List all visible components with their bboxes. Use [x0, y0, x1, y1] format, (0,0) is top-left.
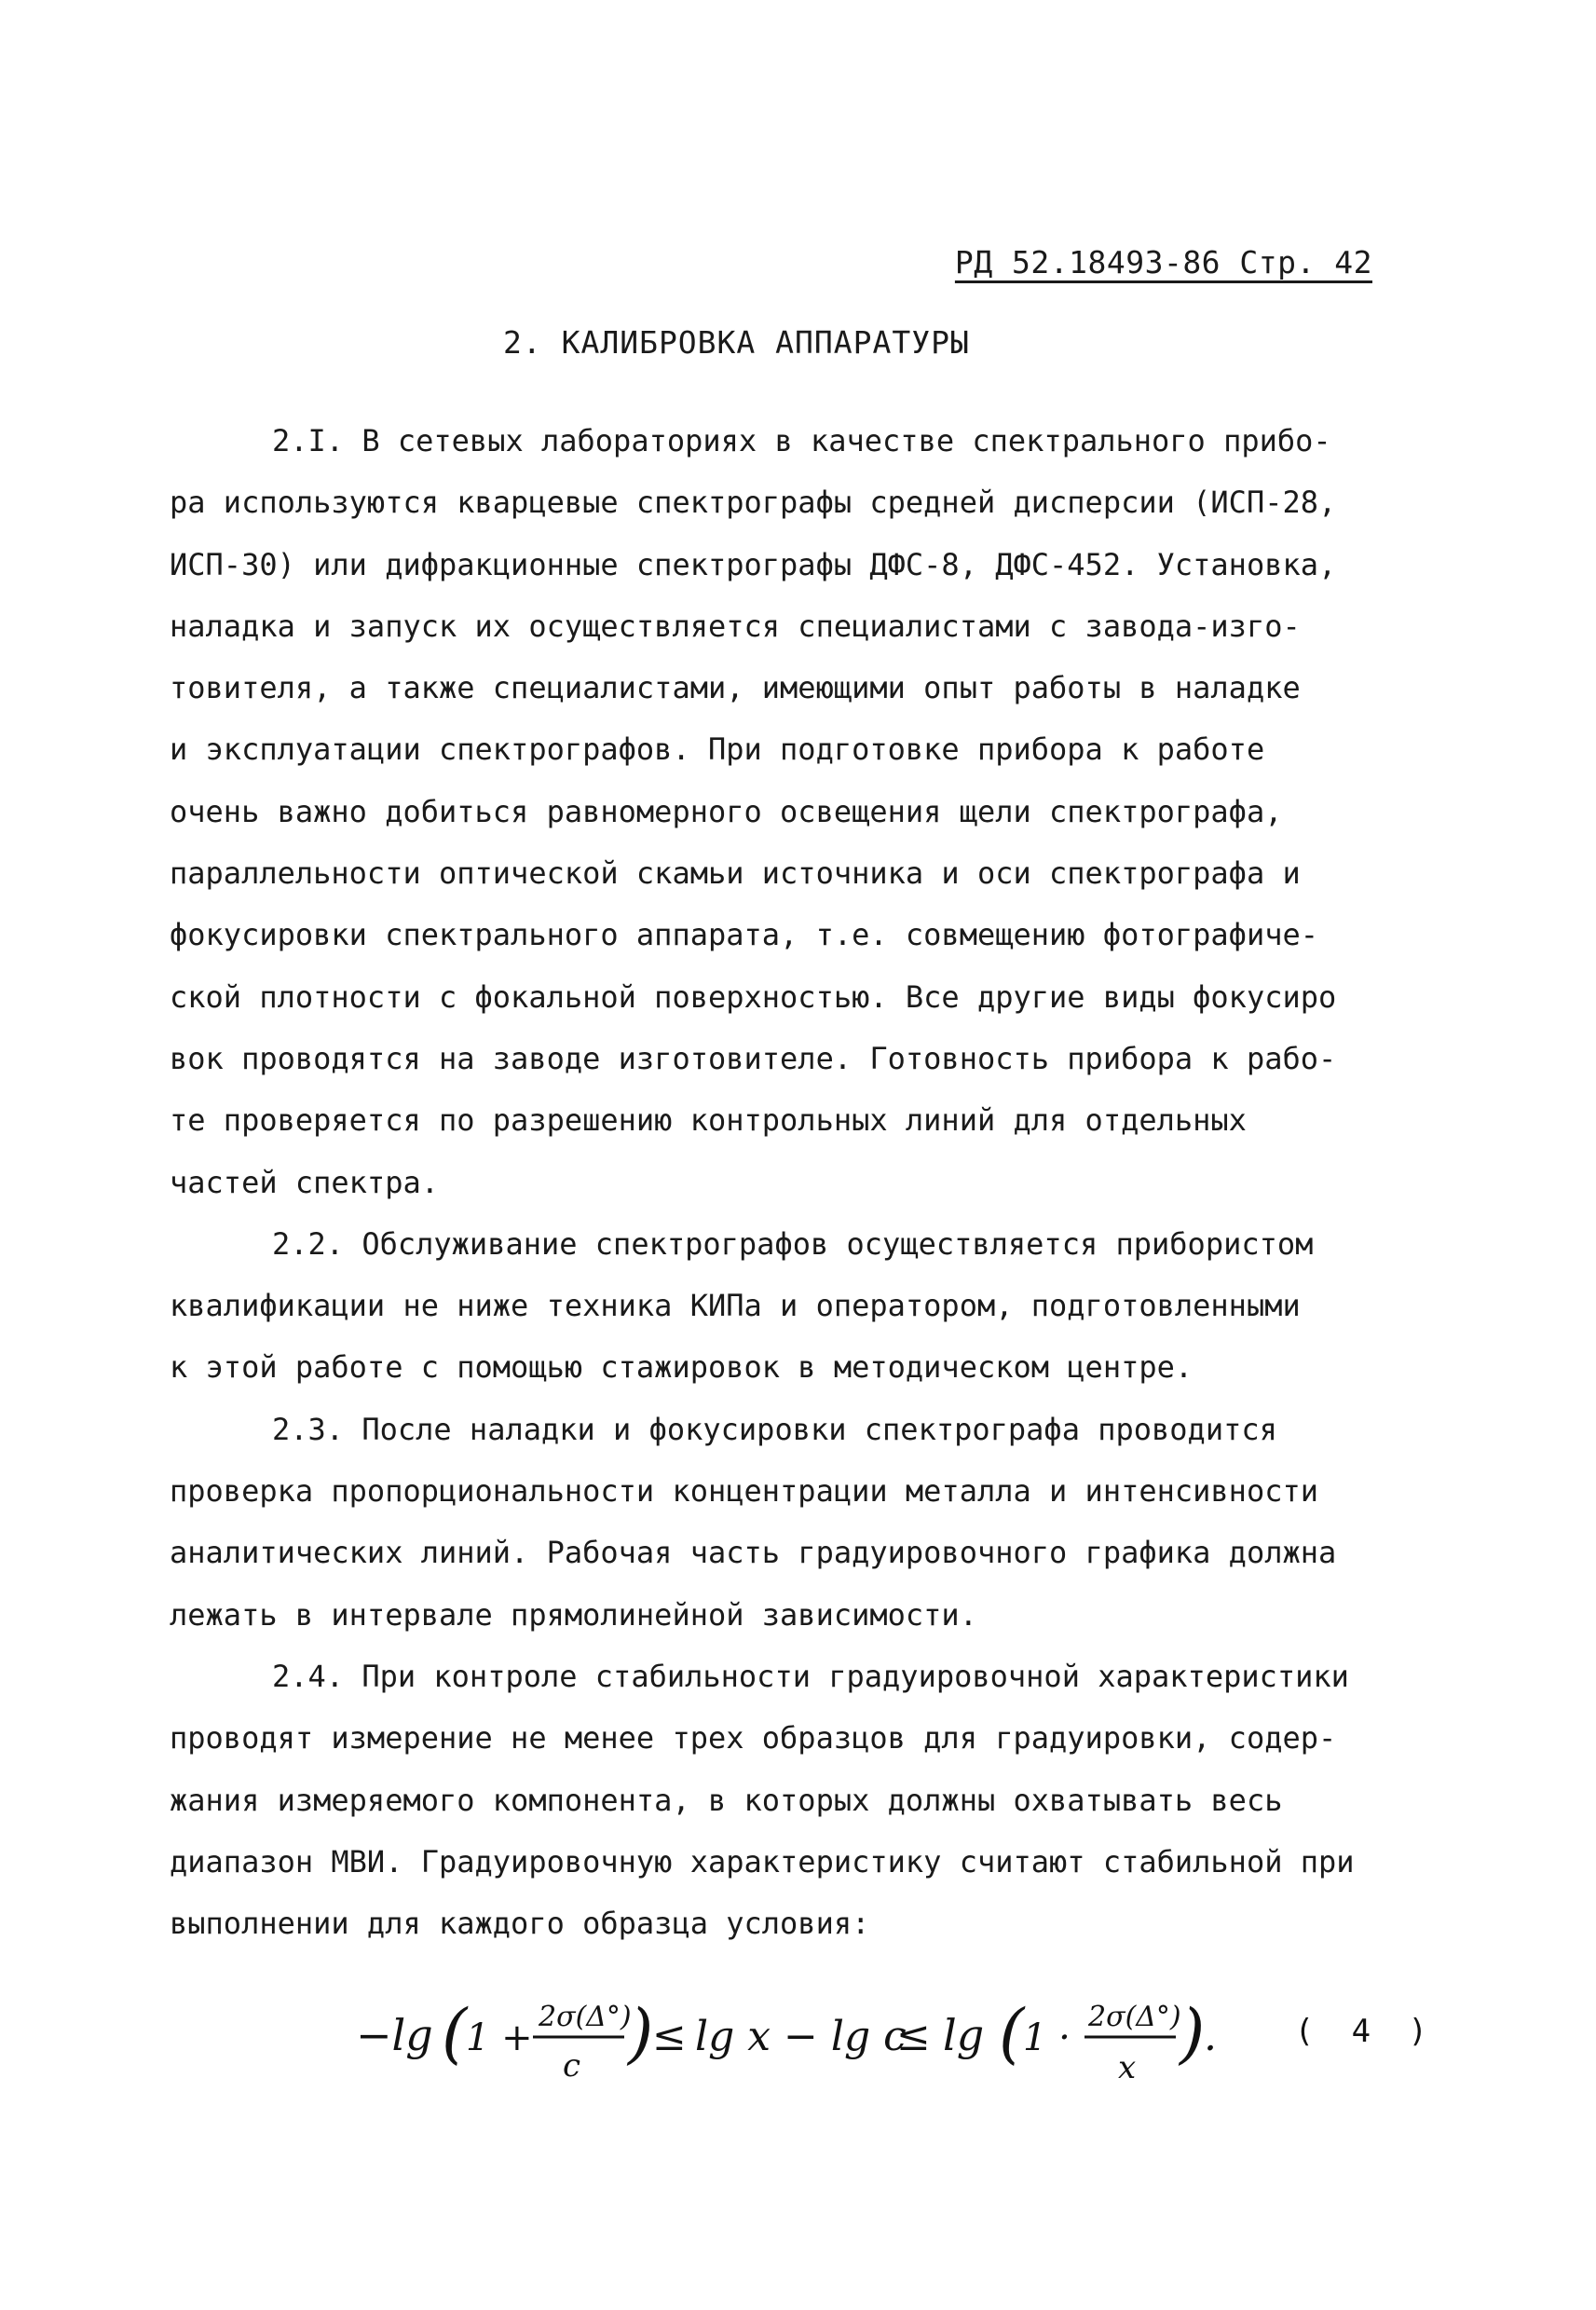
- formula-paren: (: [442, 1995, 468, 2071]
- text-line: очень важно добиться равномерного освещения щели спектрографа,: [170, 793, 1283, 829]
- text-line: диапазон МВИ. Градуировочную характеристику считают стабильной при: [170, 1843, 1355, 1879]
- text-line: 2.4. При контроле стабильности градуировочной характеристики: [272, 1658, 1349, 1694]
- text-line: параллельности оптической скамьи источника и оси спектрографа и: [170, 855, 1301, 892]
- text-line: выполнении для каждого образца условия:: [170, 1906, 870, 1942]
- text-line: ИСП-30) или дифракционные спектрографы ДФС-8, ДФС-452. Установка,: [170, 546, 1337, 582]
- text-line: вок проводятся на заводе изготовителе. Готовность прибора к рабо-: [170, 1040, 1337, 1076]
- text-line: и эксплуатации спектрографов. При подготовке прибора к работе: [170, 731, 1265, 768]
- text-line: жания измеряемого компонента, в которых должны охватывать весь: [170, 1782, 1283, 1818]
- formula-one-plus: 1 +: [466, 2016, 533, 2059]
- text-line: товителя, а также специалистами, имеющими опыт работы в наладке: [170, 670, 1301, 706]
- formula-numerator-left: 2σ(Δ°): [539, 2001, 632, 2033]
- text-line: 2.2. Обслуживание спектрографов осуществляется прибористом: [272, 1225, 1314, 1262]
- text-line: проводят измерение не менее трех образцов для градуировки, содер-: [170, 1720, 1337, 1756]
- text-line: частей спектра.: [170, 1164, 439, 1200]
- formula-numerator-right: 2σ(Δ°): [1088, 2001, 1181, 2033]
- text-line: аналитических линий. Рабочая часть градуировочного графика должна: [170, 1535, 1337, 1571]
- formula-number: ( 4 ): [1294, 2013, 1437, 2050]
- section-title: 2. КАЛИБРОВКА АППАРАТУРЫ: [503, 324, 970, 361]
- formula-denominator-right: x: [1118, 2049, 1137, 2086]
- text-line: наладка и запуск их осуществляется специалистами с завода-изго-: [170, 608, 1301, 644]
- formula-end-mark: .: [1204, 2013, 1217, 2060]
- text-line: ра используются кварцевые спектрографы средней дисперсии (ИСП-28,: [170, 485, 1337, 521]
- formula-le-symbol: ≤: [652, 2013, 687, 2060]
- formula-paren: ): [1180, 1995, 1206, 2071]
- formula-right-lg: lg: [943, 2010, 985, 2060]
- formula-left-lg: −lg: [356, 2010, 433, 2060]
- formula-graphic: [356, 1992, 1344, 2095]
- body-text: [170, 410, 1455, 1954]
- formula-paren: (: [999, 1995, 1025, 2071]
- text-line: к этой работе с помощью стажировок в методическом центре.: [170, 1349, 1194, 1386]
- text-line: ской плотности с фокальной поверхностью. Все другие виды фокусиро: [170, 978, 1337, 1015]
- text-line: 2.3. После наладки и фокусировки спектрографа проводится: [272, 1411, 1277, 1447]
- text-line: квалификации не ниже техника КИПа и оператором, подготовленными: [170, 1288, 1301, 1324]
- text-line: 2.I. В сетевых лабораториях в качестве спектрального прибо-: [272, 423, 1331, 458]
- text-line: фокусировки спектрального аппарата, т.е. совмещению фотографиче-: [170, 917, 1318, 953]
- formula-4: [356, 1992, 1437, 2085]
- text-line: те проверяется по разрешению контрольных линий для отдельных: [170, 1102, 1247, 1139]
- formula-paren: ): [628, 1995, 654, 2071]
- formula-middle: lg x − lg c: [695, 2013, 907, 2060]
- formula-one-minus: 1 ·: [1023, 2016, 1071, 2059]
- text-line: проверка пропорциональности концентрации металла и интенсивности: [170, 1473, 1318, 1510]
- formula-denominator-left: c: [563, 2047, 581, 2084]
- page-header: РД 52.18493-86 Стр. 42: [954, 244, 1372, 280]
- text-line: лежать в интервале прямолинейной зависимости.: [170, 1596, 977, 1633]
- formula-le-symbol: ≤: [896, 2013, 931, 2060]
